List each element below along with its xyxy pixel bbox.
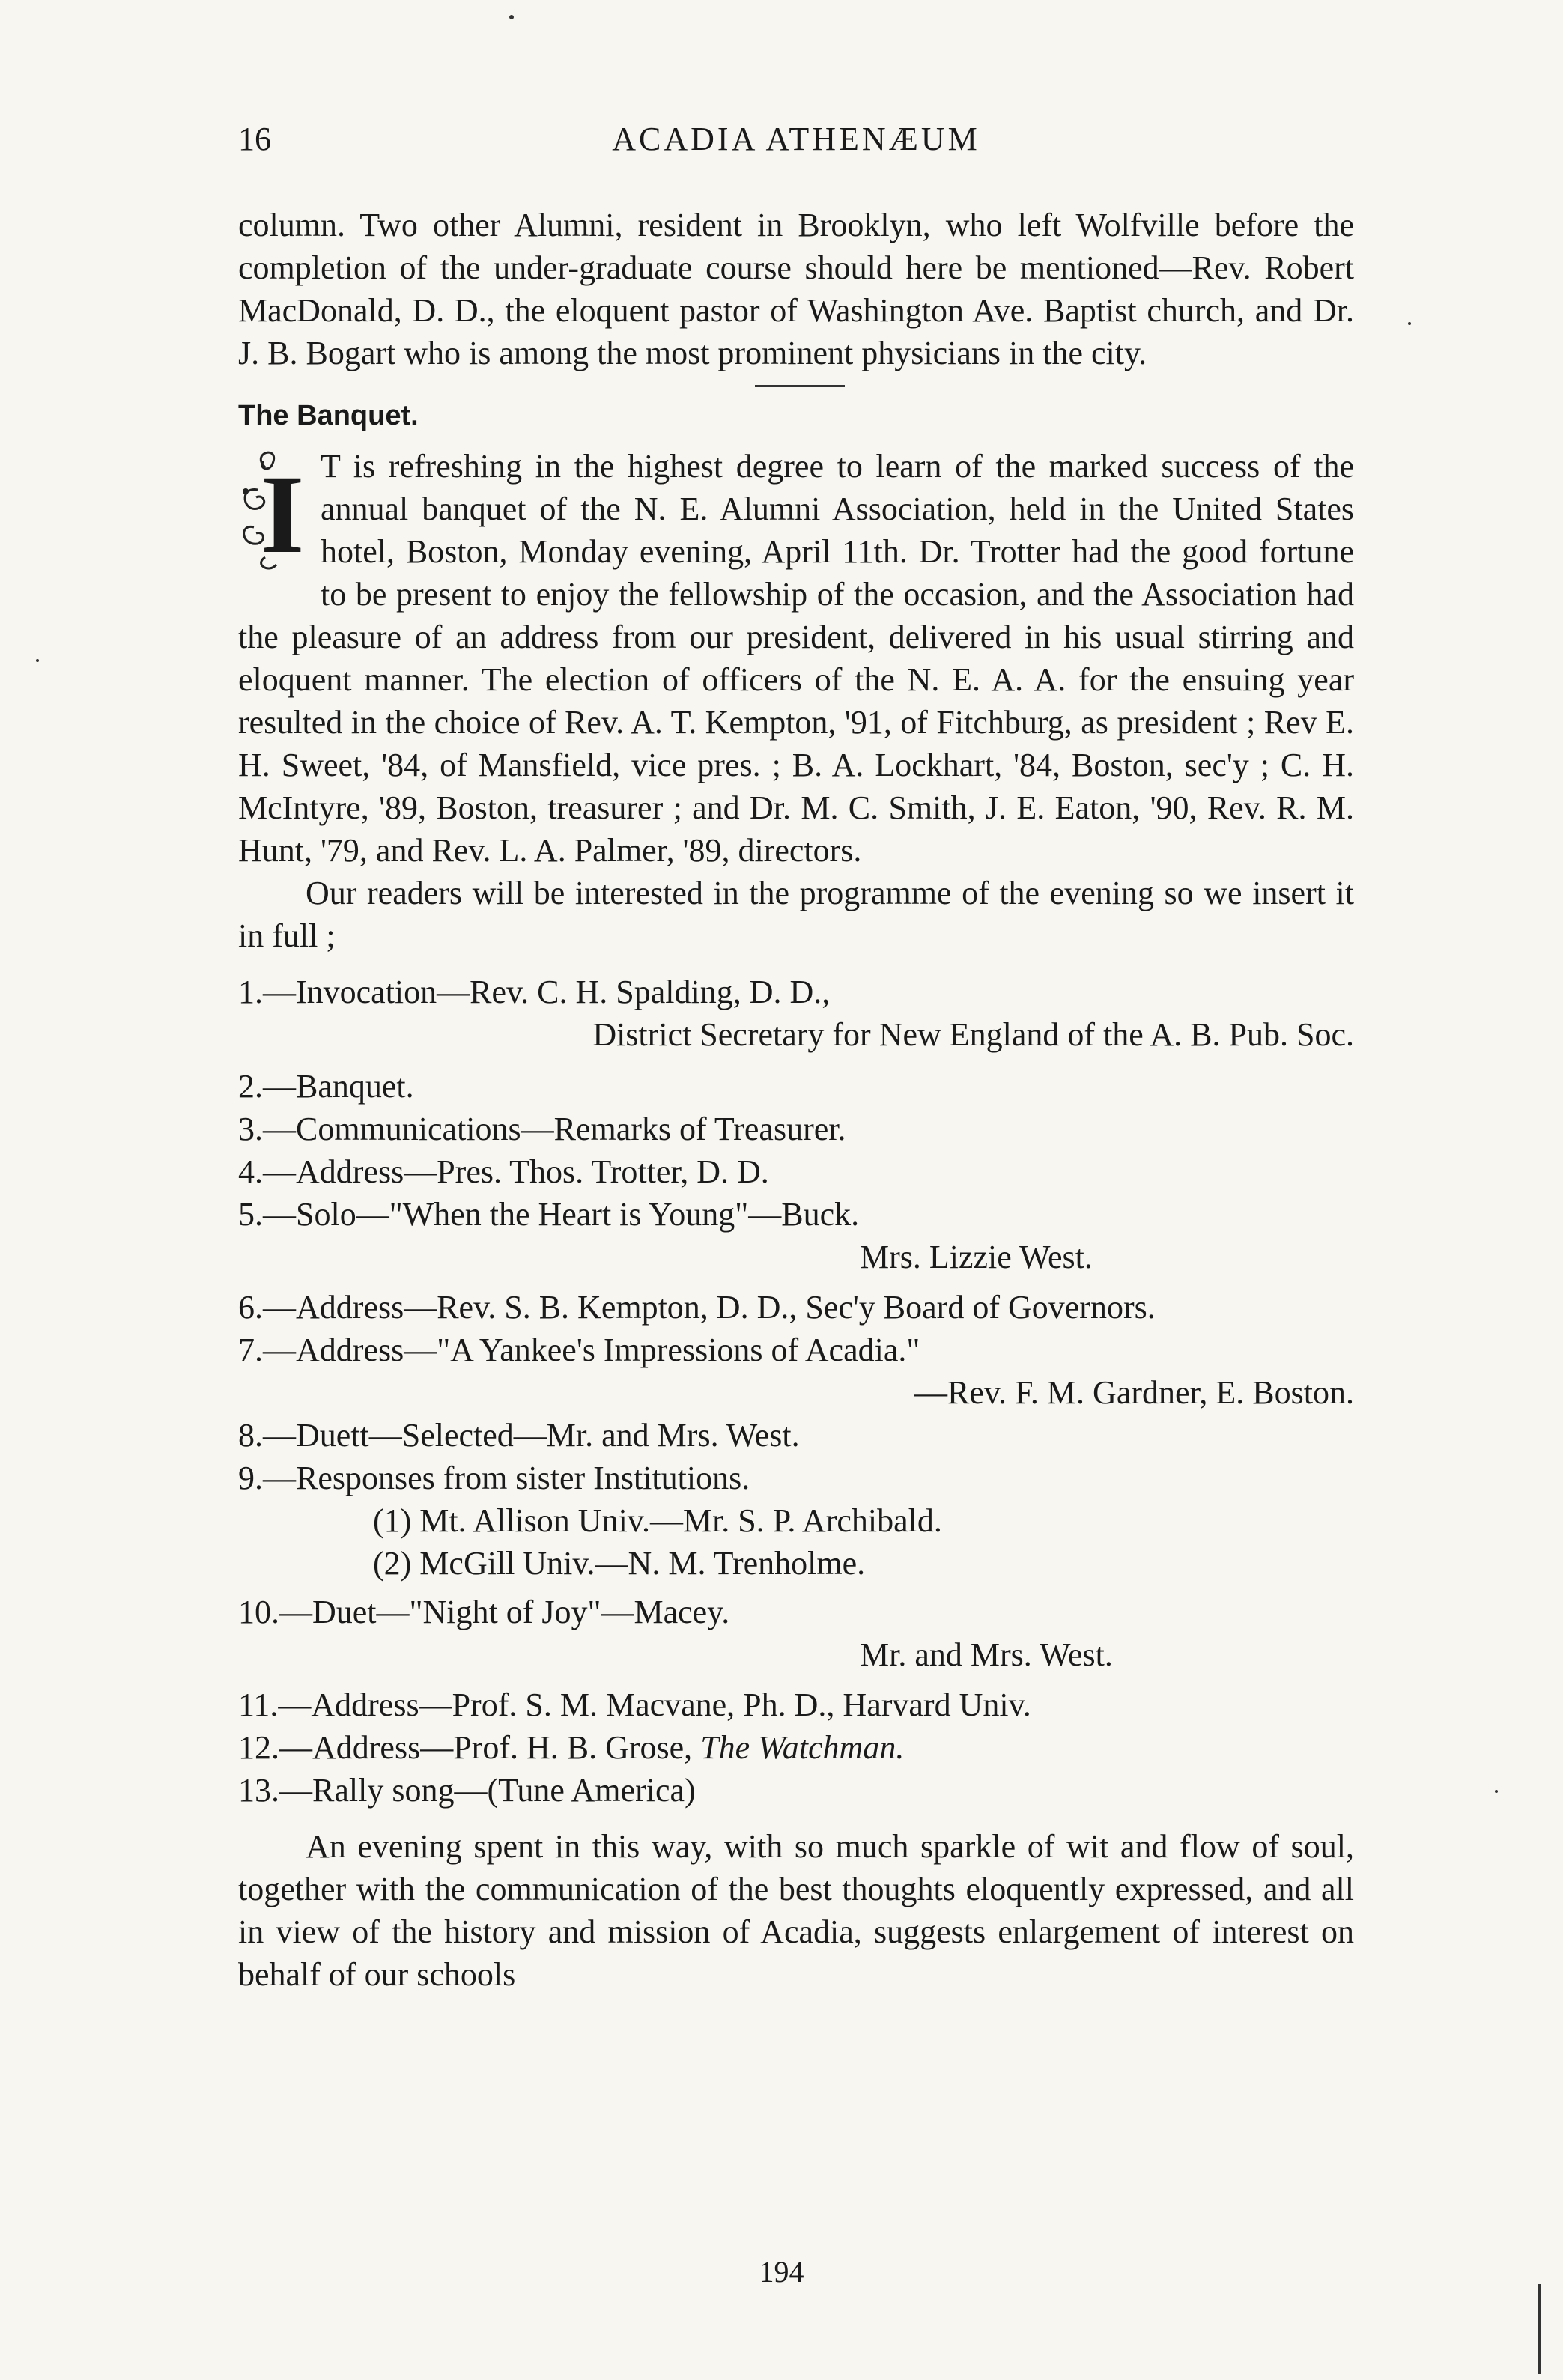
programme-item: 10.—Duet—"Night of Joy"—Macey. — [238, 1594, 730, 1630]
scan-speck — [1495, 1790, 1498, 1793]
page-number: 16 — [238, 121, 271, 157]
folio-number: 194 — [759, 2255, 804, 2289]
scan-speck — [36, 659, 39, 662]
programme-item: 5.—Solo—"When the Heart is Young"—Buck. — [238, 1196, 860, 1233]
article-body — [238, 204, 1354, 1996]
drop-cap-letter: I — [261, 452, 305, 577]
margin-line — [1538, 2284, 1541, 2374]
running-title: ACADIA ATHENÆUM — [612, 121, 980, 157]
page-header — [238, 120, 1354, 172]
programme-intro: Our readers will be interested in the programme of the evening so we insert it in full ; — [238, 875, 1354, 954]
opening-paragraph: column. Two other Alumni, resident in Brooklyn, who left Wolfville before the completion of the under-graduate course should here be mentioned—Rev. Robert MacDonald, D. D., the eloquent pastor of Washington Ave. Baptist church, and Dr. J. B. Bogart who is among the most prominent physicians in the city. — [238, 207, 1354, 371]
scan-speck — [1408, 322, 1411, 325]
programme-list — [238, 971, 1354, 1812]
programme-item-text: 12.—Address—Prof. H. B. Grose, — [238, 1729, 693, 1766]
scan-speck — [509, 15, 514, 19]
programme-sub-item: (2) McGill Univ.—N. M. Trenholme. — [373, 1545, 866, 1582]
section-heading: The Banquet. — [238, 400, 419, 431]
programme-item: 7.—Address—"A Yankee's Impressions of Acadia." — [238, 1332, 920, 1368]
programme-item: 9.—Responses from sister Institutions. — [238, 1460, 750, 1496]
section-divider — [755, 385, 845, 387]
programme-item-detail: Mr. and Mrs. West. — [860, 1636, 1113, 1673]
programme-item: 13.—Rally song—(Tune America) — [238, 1772, 696, 1809]
programme-item-detail: Mrs. Lizzie West. — [860, 1239, 1093, 1275]
programme-item: 6.—Address—Rev. S. B. Kempton, D. D., Sec'y Board of Governors. — [238, 1289, 1156, 1326]
programme-item — [238, 1726, 1354, 1769]
programme-item-detail: —Rev. F. M. Gardner, E. Boston. — [914, 1374, 1354, 1411]
programme-item: 1.—Invocation—Rev. C. H. Spalding, D. D., — [238, 974, 831, 1010]
publication-title: The Watchman. — [700, 1729, 905, 1766]
programme-item: 3.—Communications—Remarks of Treasurer. — [238, 1111, 846, 1147]
programme-sub-item: (1) Mt. Allison Univ.—Mr. S. P. Archibald. — [373, 1502, 942, 1539]
programme-item: 4.—Address—Pres. Thos. Trotter, D. D. — [238, 1153, 769, 1190]
programme-item-detail: District Secretary for New England of the A. B. Pub. Soc. — [592, 1016, 1354, 1053]
programme-item: 11.—Address—Prof. S. M. Macvane, Ph. D., Harvard Univ. — [238, 1687, 1031, 1723]
ornamental-initial — [235, 445, 316, 577]
banquet-paragraph: T is refreshing in the highest degree to learn of the marked success of the annual banquet of the N. E. Alumni Association, held in the United States hotel, Boston, Monday evening, April 11th. Dr. Trotter had the good fortune to be present to enjoy the fellowship of the occasion, and the Association had the pleasure of an address from our president, delivered in his usual stirring and eloquent manner. The election of officers of the N. E. A. A. for the ensuing year resulted in the choice of Rev. A. T. Kempton, '91, of Fitchburg, as president ; Rev E. H. Sweet, '84, of Mansfield, vice pres. ; B. A. Lockhart, '84, Boston, sec'y ; C. H. McIntyre, '89, Boston, treasurer ; and Dr. M. C. Smith, J. E. Eaton, '90, Rev. R. M. Hunt, '79, and Rev. L. A. Palmer, '89, directors. — [238, 448, 1354, 869]
closing-paragraph: An evening spent in this way, with so much sparkle of wit and flow of soul, together with the communication of the best thoughts eloquently expressed, and all in view of the history and mission of Acadia, suggests enlargement of interest on behalf of our schools — [238, 1828, 1354, 1993]
programme-item: 8.—Duett—Selected—Mr. and Mrs. West. — [238, 1417, 800, 1454]
programme-item: 2.—Banquet. — [238, 1068, 414, 1105]
banquet-section — [238, 445, 1354, 872]
